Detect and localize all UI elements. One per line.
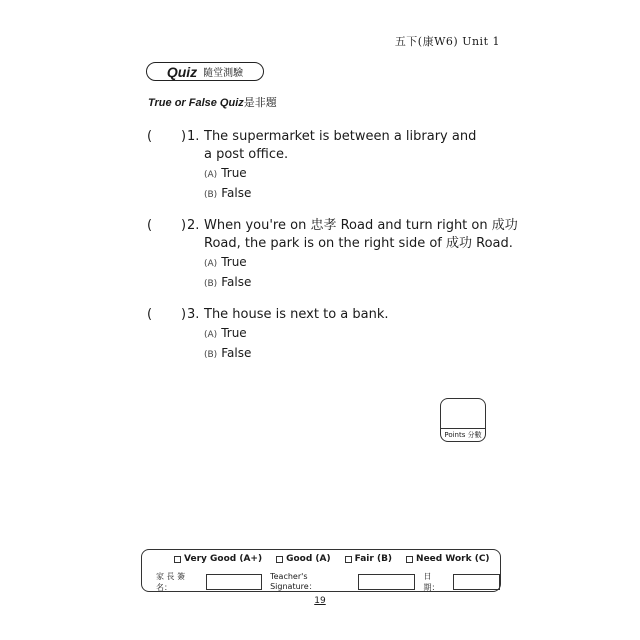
page-number bbox=[0, 596, 640, 606]
rating-label: Fair (B) bbox=[354, 554, 393, 564]
option-text: True bbox=[221, 255, 247, 269]
rating-label: Good (A) bbox=[286, 554, 331, 564]
question-text-line: a post office. bbox=[204, 147, 289, 162]
question-text-line: The house is next to a bank. bbox=[204, 307, 389, 322]
option-b bbox=[204, 273, 534, 293]
date-label: 日 期： bbox=[423, 572, 440, 592]
option-letter: (A) bbox=[204, 170, 218, 180]
checkbox-icon[interactable] bbox=[174, 556, 181, 563]
option-text: True bbox=[221, 166, 247, 180]
question-number: 3. bbox=[187, 307, 200, 322]
option-b bbox=[204, 184, 534, 204]
teacher-signature-field[interactable] bbox=[358, 574, 414, 590]
option-text: False bbox=[221, 346, 252, 360]
question-text-line: Road, the park is on the right side of 成功 Road. bbox=[204, 236, 513, 251]
rating-fair[interactable] bbox=[345, 554, 392, 564]
question-number: 1. bbox=[187, 129, 200, 144]
option-letter: (A) bbox=[204, 259, 218, 269]
option-a bbox=[204, 253, 534, 273]
section-title bbox=[148, 94, 277, 110]
quiz-title: Quiz bbox=[166, 63, 198, 80]
section-title-en: True or False Quiz bbox=[148, 97, 244, 109]
teacher-signature-label: Teacher's Signature： bbox=[270, 572, 317, 591]
option-letter: (B) bbox=[204, 279, 218, 289]
checkbox-icon[interactable] bbox=[345, 556, 352, 563]
option-a bbox=[204, 164, 534, 184]
quiz-subtitle: 隨堂測驗 bbox=[203, 68, 244, 79]
unit-header: 五下(康W6) Unit 1 bbox=[394, 35, 500, 48]
rating-label: Very Good (A+) bbox=[184, 554, 263, 564]
evaluation-footer bbox=[141, 549, 501, 592]
parent-signature-field[interactable] bbox=[206, 574, 262, 590]
option-letter: (A) bbox=[204, 330, 218, 340]
quiz-banner bbox=[146, 62, 264, 81]
points-box[interactable] bbox=[440, 398, 486, 442]
option-a bbox=[204, 324, 534, 344]
signature-row bbox=[156, 571, 500, 593]
points-label: Points 分數 bbox=[441, 428, 485, 441]
answer-blank[interactable]: ( ) bbox=[147, 129, 187, 144]
checkbox-icon[interactable] bbox=[276, 556, 283, 563]
option-letter: (B) bbox=[204, 350, 218, 360]
date-field[interactable] bbox=[453, 574, 500, 590]
checkbox-icon[interactable] bbox=[406, 556, 413, 563]
answer-blank[interactable]: ( ) bbox=[147, 218, 187, 233]
question-text-line: The supermarket is between a library and bbox=[204, 129, 477, 144]
rating-options bbox=[174, 554, 490, 564]
option-b bbox=[204, 344, 534, 364]
parent-signature-label: 家 長 簽 名： bbox=[156, 572, 186, 592]
rating-good[interactable] bbox=[276, 554, 331, 564]
option-letter: (B) bbox=[204, 190, 218, 200]
section-title-zh: 是非題 bbox=[243, 96, 277, 109]
option-text: False bbox=[221, 275, 252, 289]
answer-blank[interactable]: ( ) bbox=[147, 307, 187, 322]
option-text: False bbox=[221, 186, 252, 200]
question-number: 2. bbox=[187, 218, 200, 233]
rating-need-work[interactable] bbox=[406, 554, 490, 564]
page-number-text: 19 bbox=[314, 596, 326, 606]
rating-very-good[interactable] bbox=[174, 554, 262, 564]
option-text: True bbox=[221, 326, 247, 340]
question-text-line: When you're on 忠孝 Road and turn right on 成功 bbox=[204, 218, 518, 233]
rating-label: Need Work (C) bbox=[416, 554, 490, 564]
